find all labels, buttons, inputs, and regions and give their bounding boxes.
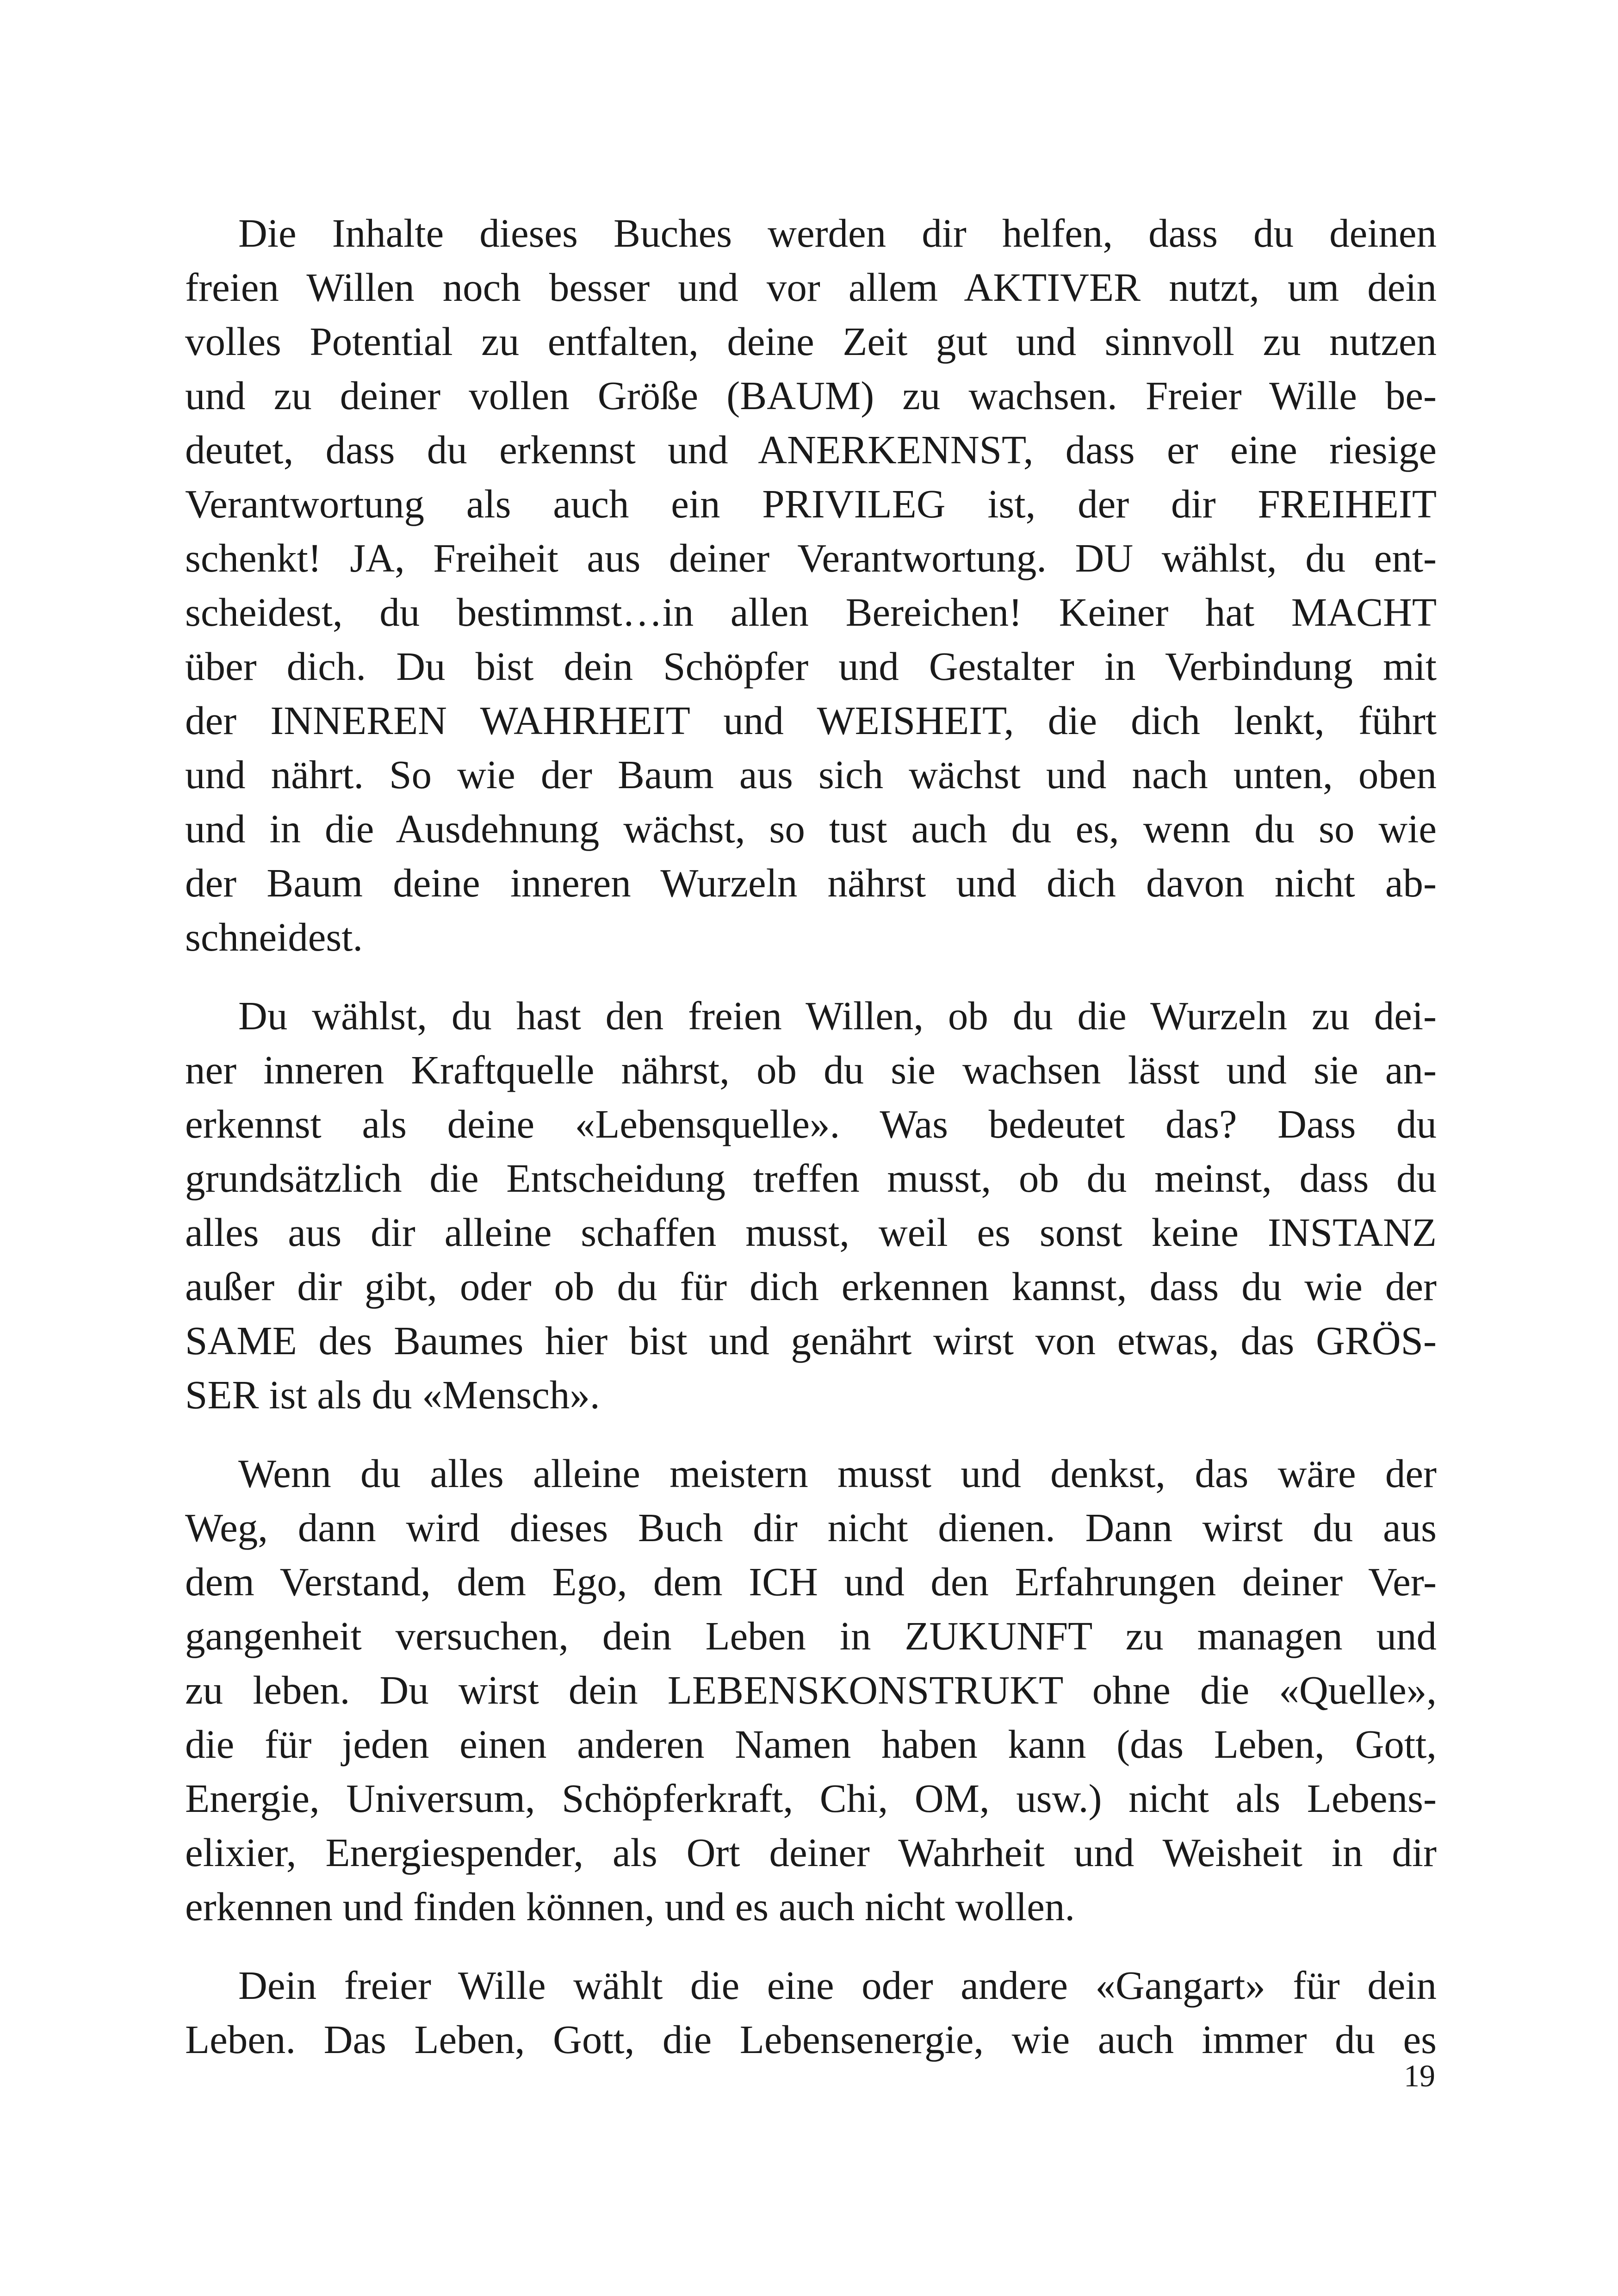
paragraph-1 [185, 206, 1437, 964]
text-line: zu leben. Du wirst dein LEBENSKONSTRUKT ohne die «Quelle», [185, 1668, 1437, 1712]
text-line: Die Inhalte dieses Buches werden dir helfen, dass du deinen [238, 211, 1437, 255]
text-line: erkennst als deine «Lebensquelle». Was bedeutet das? Dass du [185, 1101, 1437, 1146]
text-line: ner inneren Kraftquelle nährst, ob du sie wachsen lässt und sie an- [185, 1047, 1437, 1092]
text-line: grundsätzlich die Entscheidung treffen musst, ob du meinst, dass du [185, 1156, 1437, 1201]
text-line: Weg, dann wird dieses Buch dir nicht dienen. Dann wirst du aus [185, 1505, 1437, 1550]
text-line: dem Verstand, dem Ego, dem ICH und den Erfahrungen deiner Ver- [185, 1559, 1437, 1604]
text-line: die für jeden einen anderen Namen haben kann (das Leben, Gott, [185, 1722, 1437, 1767]
text-line: freien Willen noch besser und vor allem AKTIVER nutzt, um dein [185, 265, 1437, 310]
text-line: Wenn du alles alleine meistern musst und denkst, das wäre der [238, 1451, 1437, 1496]
text-line: der Baum deine inneren Wurzeln nährst und dich davon nicht ab- [185, 860, 1437, 905]
text-line: SER ist als du «Mensch». [185, 1372, 600, 1417]
paragraph-4 [185, 1958, 1437, 2066]
text-line: gangenheit versuchen, dein Leben in ZUKUNFT zu managen und [185, 1613, 1437, 1658]
page-number: 19 [1404, 2058, 1435, 2093]
text-line: und zu deiner vollen Größe (BAUM) zu wachsen. Freier Wille be- [185, 373, 1437, 418]
text-line: über dich. Du bist dein Schöpfer und Gestalter in Verbindung mit [185, 644, 1437, 689]
text-line: außer dir gibt, oder ob du für dich erkennen kannst, dass du wie der [185, 1264, 1437, 1309]
body-text [185, 206, 1437, 2066]
text-line: volles Potential zu entfalten, deine Zeit gut und sinnvoll zu nutzen [185, 319, 1437, 364]
text-line: und nährt. So wie der Baum aus sich wächst und nach unten, oben [185, 752, 1437, 797]
paragraph-2 [185, 989, 1437, 1422]
text-line: schneidest. [185, 915, 363, 959]
text-line: elixier, Energiespender, als Ort deiner Wahrheit und Weisheit in dir [185, 1830, 1437, 1875]
text-line: Energie, Universum, Schöpferkraft, Chi, OM, usw.) nicht als Lebens- [185, 1776, 1437, 1821]
text-line: Leben. Das Leben, Gott, die Lebensenergie, wie auch immer du es [185, 2017, 1437, 2062]
text-line: SAME des Baumes hier bist und genährt wirst von etwas, das GRÖS- [185, 1318, 1437, 1363]
text-line: Du wählst, du hast den freien Willen, ob du die Wurzeln zu dei- [238, 993, 1437, 1038]
text-line: scheidest, du bestimmst…in allen Bereichen! Keiner hat MACHT [185, 590, 1437, 635]
text-line: und in die Ausdehnung wächst, so tust auch du es, wenn du so wie [185, 806, 1437, 851]
text-line: der INNEREN WAHRHEIT und WEISHEIT, die dich lenkt, führt [185, 698, 1437, 743]
text-line: Verantwortung als auch ein PRIVILEG ist, der dir FREIHEIT [185, 481, 1437, 526]
text-line: erkennen und finden können, und es auch nicht wollen. [185, 1884, 1075, 1929]
text-line: alles aus dir alleine schaffen musst, weil es sonst keine INSTANZ [185, 1210, 1437, 1255]
text-line: schenkt! JA, Freiheit aus deiner Verantwortung. DU wählst, du ent- [185, 535, 1437, 580]
text-line: deutet, dass du erkennst und ANERKENNST, dass er eine riesige [185, 427, 1437, 472]
text-line: Dein freier Wille wählt die eine oder andere «Gangart» für dein [238, 1963, 1437, 2008]
paragraph-3 [185, 1446, 1437, 1934]
